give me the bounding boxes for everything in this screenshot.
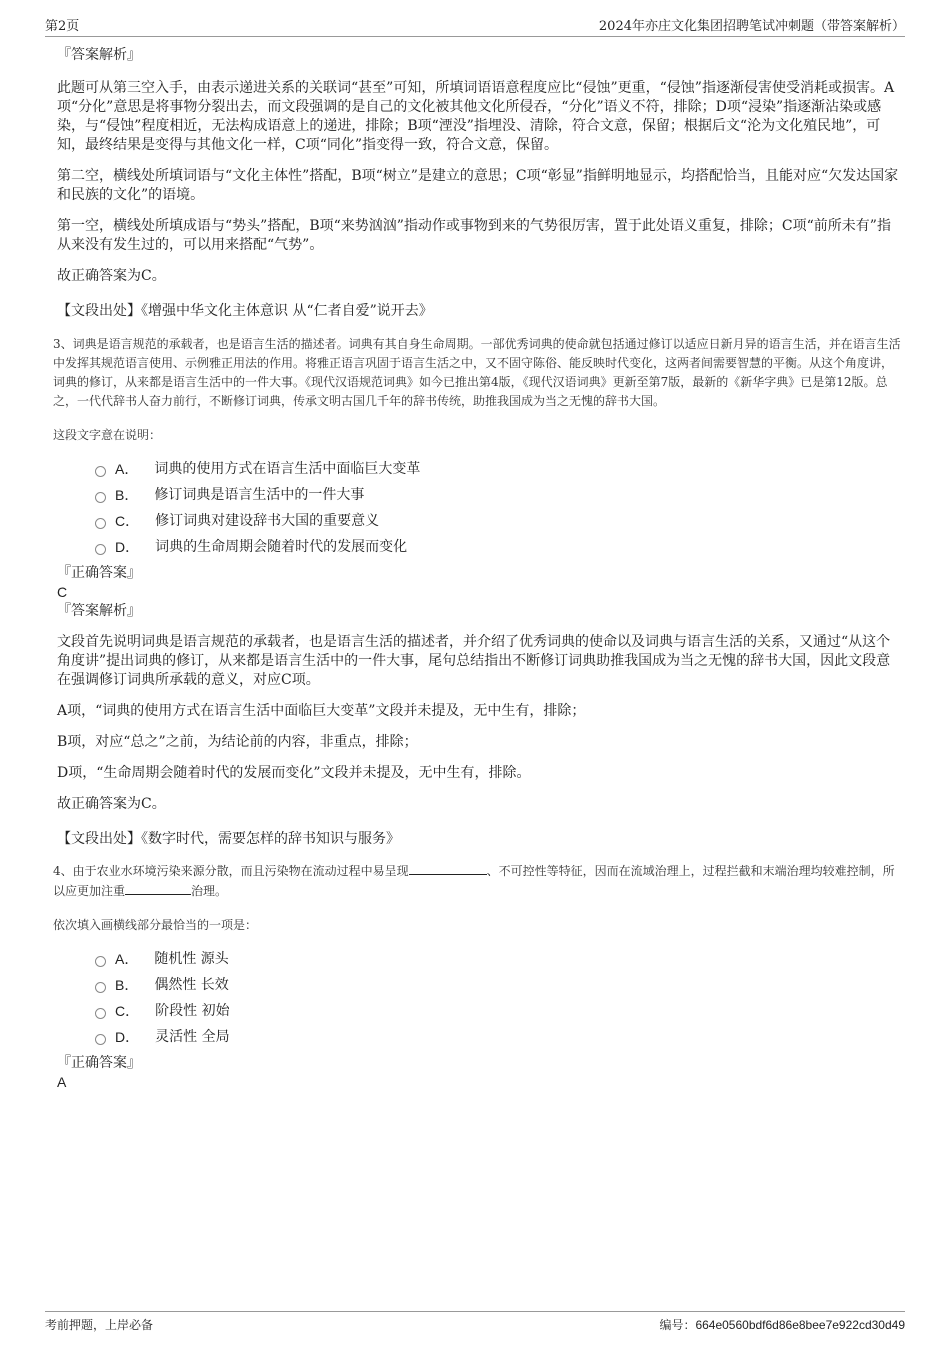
- main-content: [53, 46, 902, 1092]
- footer-slogan: 考前押题，上岸必备: [45, 1318, 154, 1332]
- analysis-paragraph: D项，“生命周期会随着时代的发展而变化”文段并未提及，无中生有，排除。: [57, 765, 531, 781]
- options-list: [95, 456, 902, 560]
- radio-icon[interactable]: [95, 956, 106, 967]
- analysis-paragraph: A项，“词典的使用方式在语言生活中面临巨大变革”文段并未提及，无中生有，排除；: [57, 703, 586, 719]
- radio-icon[interactable]: [95, 544, 106, 555]
- option-a[interactable]: A． 随机性 源头: [95, 946, 902, 972]
- analysis-paragraph: 此题可从第三空入手，由表示递进关系的关联词“甚至”可知，所填词语语意程度应比“侵蚀”更重，“侵蚀”指逐渐侵害使受消耗或损害。A项“分化”意思是将事物分裂出去，而文段强调的是自己的文化被其他文化所侵吞，“分化”语义不符，排除；D项“浸染”指逐渐沾染或感染，与“侵蚀”程度相近，无法构成语意上的递进，排除；B项“湮没”指埋没、清除，符合文意，保留；根据后文“沦为文化殖民地”，可知，最终结果是变得与其他文化一样，C项“同化”指变得一致，符合文意，保留。: [57, 80, 895, 153]
- option-b[interactable]: B． 偶然性 长效: [95, 972, 902, 998]
- page-header: [45, 14, 905, 37]
- source-citation: 【文段出处】《数字时代，需要怎样的辞书知识与服务》: [57, 831, 400, 847]
- options-list: [95, 946, 902, 1050]
- analysis-paragraph: 文段首先说明词典是语言规范的承载者，也是语言生活的描述者，并介绍了优秀词典的使命以及词典与语言生活的关系，又通过“从这个角度讲”提出词典的修订，从来都是语言生活中的一件大事，尾句总结指出不断修订词典助推我国成为当之无愧的辞书大国，因此文段意在强调修订词典所承载的意义，对应C项。: [57, 634, 891, 688]
- question-stem: 3、词典是语言规范的承载者，也是语言生活的描述者。词典有其自身生命周期。一部优秀词典的使命就包括通过修订以适应日新月异的语言生活，并在语言生活中发挥其规范语言使用、示例雅正用法的作用。将雅正语言巩固于语言生活之中，又不固守陈俗、能反映时代变化，这两者间需要智慧的平衡。从这个角度讲，词典的修订，从来都是语言生活中的一件大事。《现代汉语规范词典》如今已推出第4版，《现代汉语词典》更新至第7版，最新的《新华字典》已是第12版。总之，一代代辞书人奋力前行，不断修订词典，传承文明古国几千年的辞书传统，助推我国成为当之无愧的辞书大国。: [53, 337, 901, 408]
- radio-icon[interactable]: [95, 1034, 106, 1045]
- question-stem: 4、由于农业水环境污染来源分散，而且污染物在流动过程中易呈现 、不可控性等特征，因而在流域治理上，过程拦截和末端治理均较难控制，所以应更加注重 治理。: [53, 861, 902, 901]
- question-prompt: 依次填入画横线部分最恰当的一项是：: [53, 918, 258, 932]
- radio-icon[interactable]: [95, 1008, 106, 1019]
- option-c[interactable]: C． 阶段性 初始: [95, 998, 902, 1024]
- blank-line: [125, 881, 191, 895]
- source-citation: 【文段出处】《增强中华文化主体意识 从“仁者自爱”说开去》: [57, 303, 433, 319]
- answer-label: 『正确答案』: [57, 1055, 141, 1071]
- conclusion: 故正确答案为C。: [57, 796, 166, 812]
- correct-answer: A: [57, 1074, 67, 1090]
- option-b[interactable]: B． 修订词典是语言生活中的一件大事: [95, 482, 902, 508]
- analysis-paragraph: 第一空，横线处所填成语与“势头”搭配，B项“来势汹汹”指动作或事物到来的气势很厉害，置于此处语义重复，排除；C项“前所未有”指从来没有发生过的，可以用来搭配“气势”。: [57, 218, 891, 253]
- radio-icon[interactable]: [95, 982, 106, 993]
- analysis-paragraph: B项，对应“总之”之前，为结论前的内容，非重点，排除；: [57, 734, 418, 750]
- document-id: 编号：664e0560bdf6d86e8bee7e922cd30d49: [659, 1318, 905, 1332]
- option-d[interactable]: D． 灵活性 全局: [95, 1024, 902, 1050]
- radio-icon[interactable]: [95, 466, 106, 477]
- analysis-label: 『答案解析』: [57, 47, 141, 63]
- page-number: 第2页: [45, 19, 80, 34]
- option-a[interactable]: A． 词典的使用方式在语言生活中面临巨大变革: [95, 456, 902, 482]
- correct-answer: C: [57, 584, 68, 600]
- blank-line: [409, 861, 487, 875]
- analysis-label: 『答案解析』: [57, 603, 141, 619]
- radio-icon[interactable]: [95, 518, 106, 529]
- answer-label: 『正确答案』: [57, 565, 141, 581]
- radio-icon[interactable]: [95, 492, 106, 503]
- question-prompt: 这段文字意在说明：: [53, 428, 162, 442]
- page-footer: [45, 1311, 905, 1333]
- document-title: 2024年亦庄文化集团招聘笔试冲刺题（带答案解析）: [598, 19, 905, 34]
- option-d[interactable]: D． 词典的生命周期会随着时代的发展而变化: [95, 534, 902, 560]
- analysis-paragraph: 第二空，横线处所填词语与“文化主体性”搭配，B项“树立”是建立的意思；C项“彰显”指鲜明地显示，均搭配恰当，且能对应“欠发达国家和民族的文化”的语境。: [57, 168, 899, 203]
- conclusion: 故正确答案为C。: [57, 268, 166, 284]
- option-c[interactable]: C． 修订词典对建设辞书大国的重要意义: [95, 508, 902, 534]
